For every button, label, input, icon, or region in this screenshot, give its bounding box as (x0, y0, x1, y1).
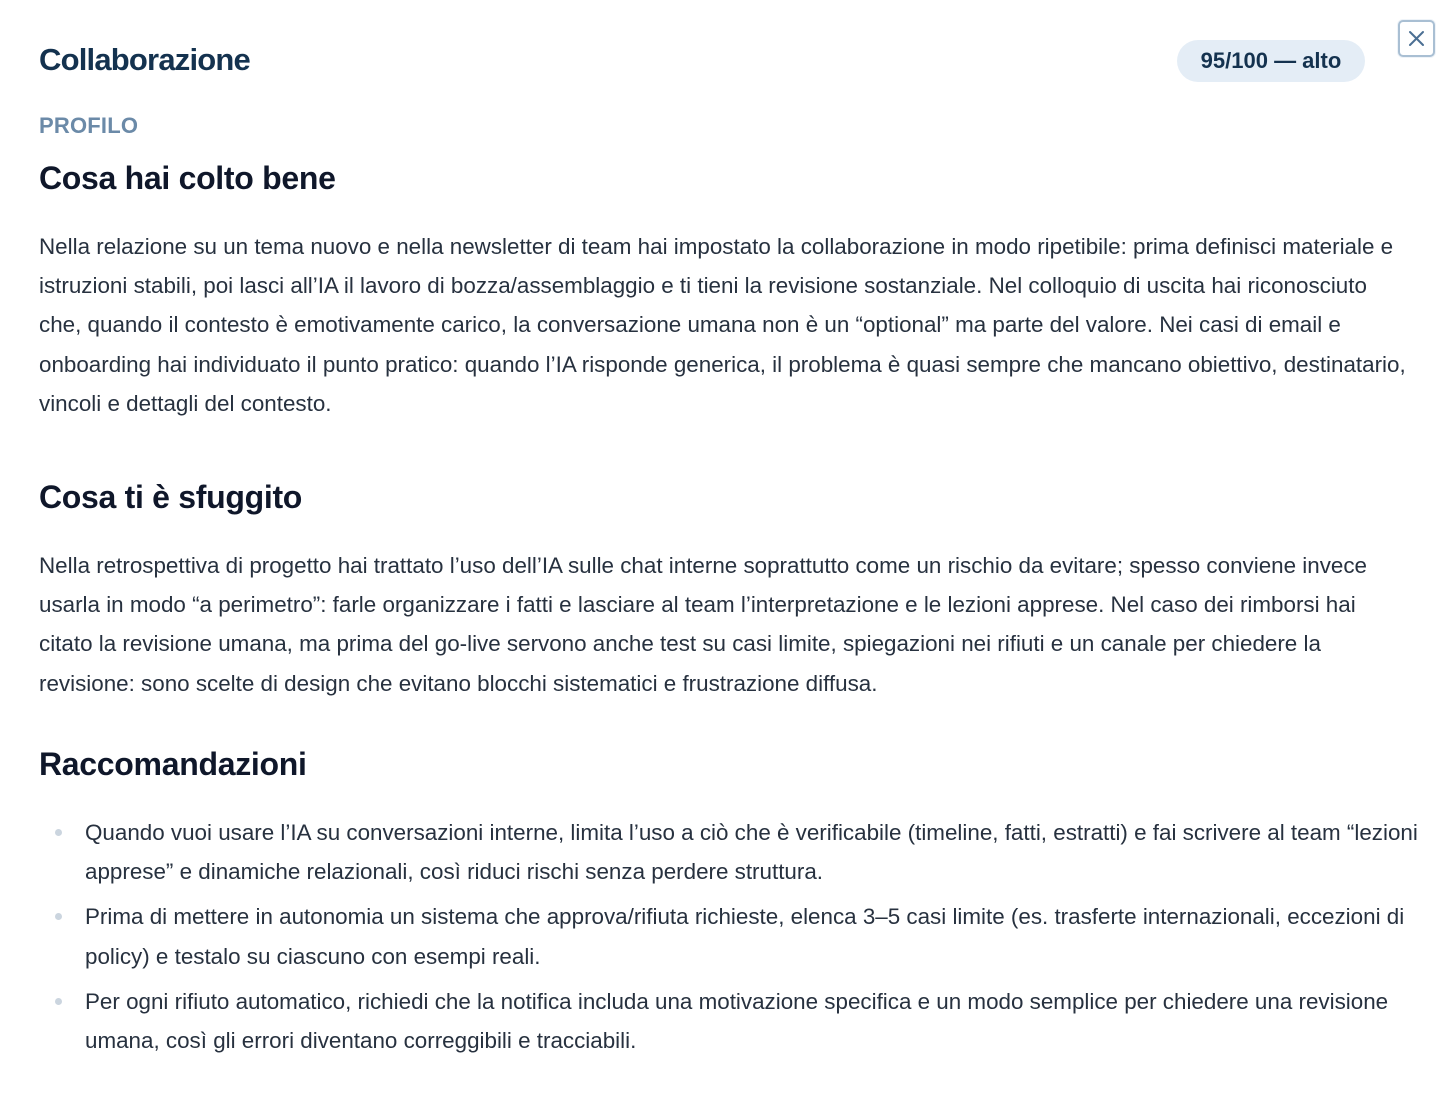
recommendation-text: Per ogni rifiuto automatico, richiedi che la notifica includa una motivazione specifica e un modo semplice per chiedere una revisione umana, così gli errori diventano correggibili e tracciabili. (85, 988, 1389, 1054)
close-icon (1408, 30, 1425, 47)
bullet-icon (55, 913, 62, 920)
recommendations-heading: Raccomandazioni (39, 746, 307, 782)
strengths-text: Nella relazione su un tema nuovo e nella newsletter di team hai impostato la collaborazione in modo ripetibile: prima definisci materiale e istruzioni stabili, poi lasci all’IA il lavoro di bozza/assemblaggio e ti tieni la revisione sostanziale. Nel colloquio di uscita hai riconosciuto che, quando il contesto è emotivamente carico, la conversazione umana non è un “optional” ma parte del valore. Nei casi di email e onboarding hai individuato il punto pratico: quando l’IA risponde generica, il problema è quasi sempre che mancano obiettivo, destinatario, vincoli e dettagli del contesto. (39, 234, 1406, 416)
recommendation-text: Prima di mettere in autonomia un sistema che approva/rifiuta richieste, elenca 3–5 casi limite (es. trasferte internazionali, eccezioni di policy) e testalo su ciascuno con esempi reali. (85, 904, 1405, 969)
list-item (39, 982, 1419, 1060)
missed-text: Nella retrospettiva di progetto hai trattato l’uso dell’IA sulle chat interne soprattutto come un rischio da evitare; spesso conviene invece usarla in modo “a perimetro”: farle organizzare i fatti e lasciare al team l’interpretazione e le lezioni apprese. Nel caso dei rimborsi hai citato la revisione umana, ma prima del go-live servono anche test su casi limite, spiegazioni nei rifiuti e un canale per chiedere la revisione: sono scelte di design che evitano blocchi sistematici e frustrazione diffusa. (39, 553, 1368, 696)
close-button[interactable] (1398, 20, 1435, 57)
recommendation-text: Quando vuoi usare l’IA su conversazioni interne, limita l’uso a ciò che è verificabile (timeline, fatti, estratti) e fai scrivere al team “lezioni apprese” e dinamiche relazionali, così riduci rischi senza perdere struttura. (85, 820, 1418, 885)
profile-eyebrow: PROFILO (39, 113, 139, 138)
missed-heading: Cosa ti è sfuggito (39, 479, 303, 515)
recommendations-list (39, 813, 1419, 1066)
strengths-heading: Cosa hai colto bene (39, 160, 336, 196)
bullet-icon (55, 829, 62, 836)
score-badge: 95/100 — alto (1177, 40, 1365, 82)
list-item (39, 897, 1419, 975)
list-item (39, 813, 1419, 891)
dialog-title: Collaborazione (39, 42, 250, 77)
bullet-icon (55, 998, 62, 1005)
